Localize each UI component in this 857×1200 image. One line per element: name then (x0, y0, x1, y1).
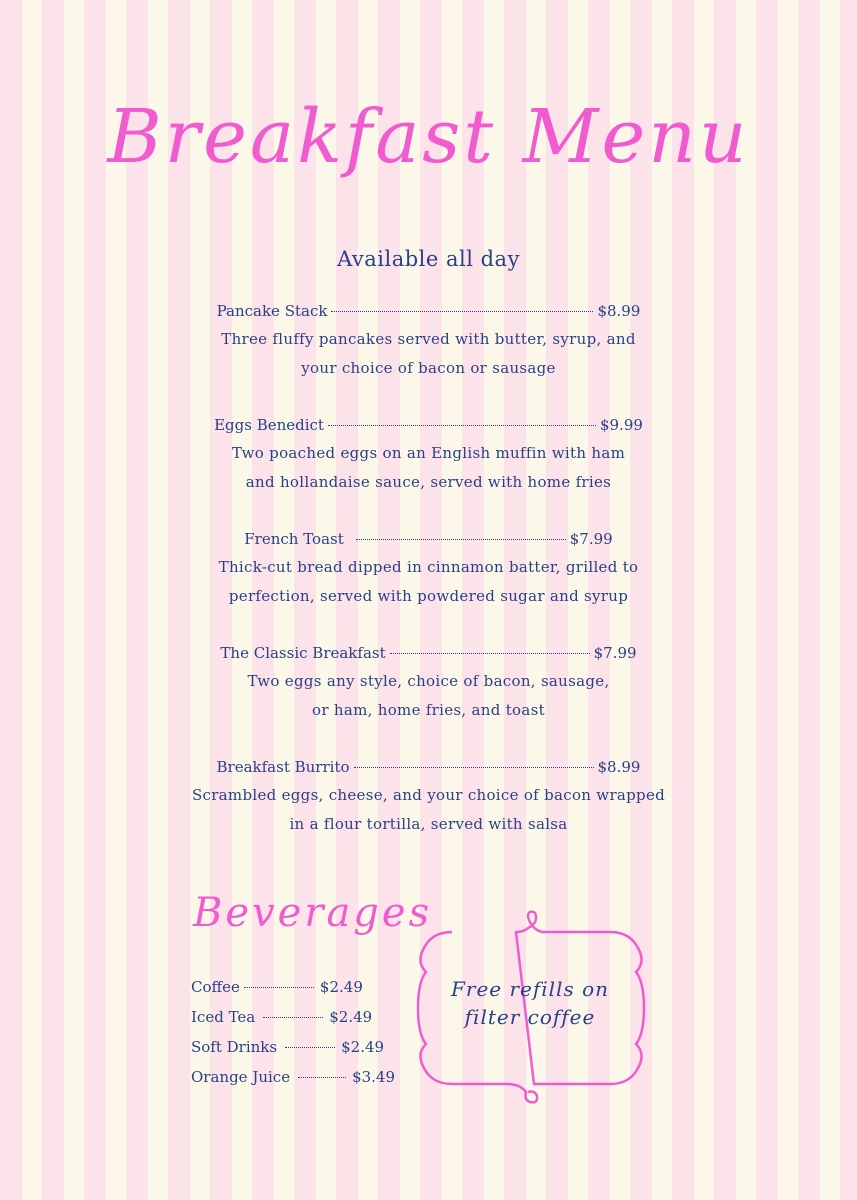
item-description: in a flour tortilla, served with salsa (289, 815, 568, 833)
dot-leader (263, 1016, 323, 1018)
item-price: $7.99 (569, 530, 613, 548)
dot-leader (354, 766, 594, 768)
item-price: $8.99 (597, 302, 641, 320)
menu-item-pancake-stack (180, 298, 677, 383)
beverage-name: Coffee (191, 978, 240, 996)
menu-item-eggs-benedict (180, 412, 677, 497)
dot-leader (298, 1076, 346, 1078)
menu-item-french-toast (180, 526, 677, 611)
item-description: Two poached eggs on an English muffin with ham (231, 444, 626, 462)
refill-note-line: filter coffee (464, 1005, 596, 1029)
item-price: $8.99 (597, 758, 641, 776)
menu-items (180, 298, 677, 868)
item-name: French Toast (244, 530, 344, 548)
beverage-price: $2.49 (319, 978, 363, 996)
item-description: or ham, home fries, and toast (312, 701, 545, 719)
item-description: Thick-cut bread dipped in cinnamon batter, grilled to (218, 558, 639, 576)
dot-leader (244, 986, 314, 988)
item-name: The Classic Breakfast (220, 644, 386, 662)
item-description: Scrambled eggs, cheese, and your choice of bacon wrapped (191, 786, 666, 804)
item-description: Three fluffy pancakes served with butter, syrup, and (221, 330, 636, 348)
item-name: Breakfast Burrito (216, 758, 350, 776)
beverages-list (191, 972, 411, 1092)
beverage-item (191, 1002, 411, 1032)
item-name: Pancake Stack (216, 302, 328, 320)
dot-leader (285, 1046, 335, 1048)
refill-note-line: Free refills on (451, 977, 609, 1001)
item-name: Eggs Benedict (214, 416, 324, 434)
beverage-price: $3.49 (352, 1068, 396, 1086)
beverage-item (191, 972, 411, 1002)
menu-title: Breakfast Menu (107, 94, 750, 180)
refill-note (430, 975, 630, 1031)
item-description: your choice of bacon or sausage (301, 359, 556, 377)
beverage-name: Iced Tea (191, 1008, 256, 1026)
item-price: $7.99 (593, 644, 637, 662)
beverage-price: $2.49 (329, 1008, 373, 1026)
beverage-item (191, 1032, 411, 1062)
menu-item-classic-breakfast (180, 640, 677, 725)
beverage-price: $2.49 (341, 1038, 385, 1056)
item-price: $9.99 (599, 416, 643, 434)
item-description: perfection, served with powdered sugar and syrup (228, 587, 629, 605)
beverage-item (191, 1062, 411, 1092)
item-description: and hollandaise sauce, served with home fries (245, 473, 612, 491)
dot-leader (390, 652, 590, 654)
dot-leader (328, 424, 596, 426)
beverages-title: Beverages (193, 890, 433, 936)
item-description: Two eggs any style, choice of bacon, sausage, (247, 672, 610, 690)
menu-subtitle: Available all day (337, 247, 520, 271)
dot-leader (356, 538, 566, 540)
beverage-name: Orange Juice (191, 1068, 291, 1086)
menu-item-breakfast-burrito (180, 754, 677, 839)
beverage-name: Soft Drinks (191, 1038, 278, 1056)
dot-leader (331, 310, 593, 312)
